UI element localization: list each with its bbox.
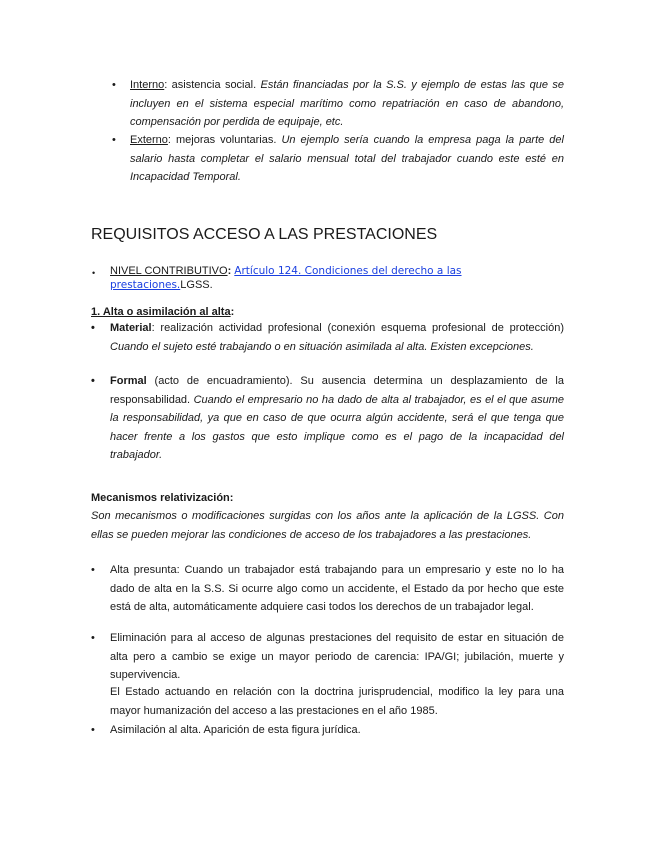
alta-heading: 1. Alta o asimilación al alta: [91,306,235,318]
bullet-dot: • [91,322,95,334]
bullet-dot: • [112,79,116,91]
mecanismos-heading: Mecanismos relativización: [91,492,234,504]
bullet-dot: • [91,375,95,387]
term-material: Material [110,322,152,334]
section-title: REQUISITOS ACCESO A LAS PRESTACIONES [91,226,438,243]
bullet-dot: • [91,724,95,736]
nivel-label: NIVEL CONTRIBUTIVO [110,265,228,277]
bullet-dot: • [91,564,95,576]
term-externo: Externo [130,134,168,146]
bullet-dot: • [91,632,95,644]
term-interno: Interno [130,79,165,91]
bullet-dot: • [92,268,96,278]
mecanismos-intro: Son mecanismos o modificaciones surgidas con los años ante la aplicación de la LGSS. Con ellas se pueden mejorar las condiciones de acceso de los trabajadores a las prestaciones. [91,510,564,541]
document-page: • Interno: asistencia social. Están financiadas por la S.S. y ejemplo de estas las que se incluyen en el sistema especial marítimo como repatriación en caso de abandono, compensación por perdida de equipaje, etc. • Externo: mejoras voluntarias. Un ejemplo sería cuando la empresa paga la parte del salario hasta completar el salario mensual total del trabajador cuando este esté en Incapacidad Temporal. REQUISITOS ACCESO A LAS PRESTACIONES • NIVEL CONTRIBUTIVO: Artículo 124. Condiciones del derecho a las prestaciones.LGSS. 1. Alta o asimilación al alta: • Material: realización actividad profesional (conexión esquema profesional de protección) Cuando el sujeto esté trabajando o en situación asimilada al alta. Existen excepciones. • Formal (acto de encuadramiento). Su ausencia determina un desplazamiento de la responsabilidad. Cuando el empresario no ha dado de alta al trabajador, es el el que asume la responsabilidad, ya que en caso de que ocurra algún accidente, será el que tenga que hacer frente a los gastos que esto implique como es el pago de la incapacidad del trabajador. Mecanismos relativización: Son mecanismos o modificaciones surgidas con los años ante la aplicación de la LGSS. Con ellas se pueden mejorar las condiciones de acceso de los trabajadores a las prestaciones. • Alta presunta: Cuando un trabajador está trabajando para un empresario y este no lo ha dado de alta en la S.S. Si ocurre algo como un accidente, el Estado da por hecho que este está de alta, automáticamente adquiere casi todos los derechos de un trabajador legal. • Eliminación para al acceso de algunas prestaciones del requisito de estar en situación de alta pero a cambio se exige un mayor periodo de carencia: IPA/GI; jubilación, muerte y supervivencia. El Estado actuando en relación con la doctrina jurisprudencial, modifico la ley para una mayor humanización del acceso a las prestaciones en el año 1985. • Asimilación al alta. Aparición de esta figura jurídica. [0,0,655,848]
estado-note: El Estado actuando en relación con la doctrina jurisprudencial, modifico la ley para una mayor humanización del acceso a las prestaciones en el año 1985. [110,686,564,717]
bullet-dot: • [112,134,116,146]
articulo-124-link[interactable]: Artículo 124. Condiciones del derecho a las prestaciones. [110,265,462,291]
term-formal: Formal [110,375,147,387]
